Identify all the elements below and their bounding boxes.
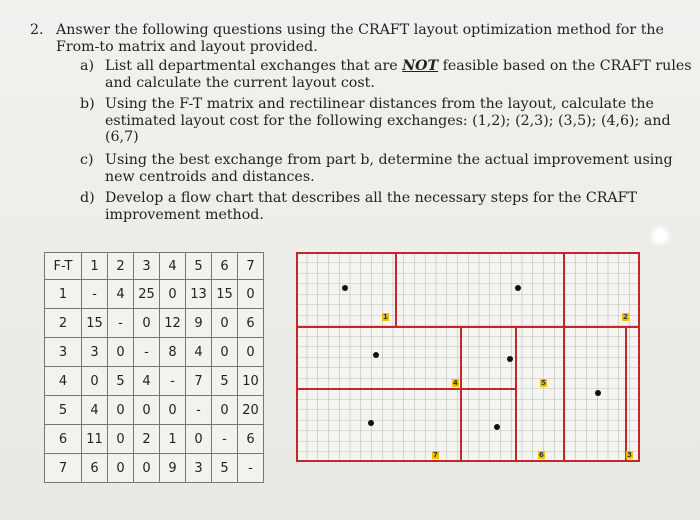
- matrix-cell: 6: [238, 309, 264, 338]
- centroid-dept-4: [373, 352, 379, 358]
- matrix-cell: 4: [134, 367, 160, 396]
- dept-tag-1: 1: [383, 313, 388, 321]
- matrix-cell: 11: [82, 425, 108, 454]
- centroid-dept-7: [368, 420, 374, 426]
- matrix-row-label: 6: [45, 425, 82, 454]
- matrix-cell: 0: [108, 425, 134, 454]
- part-c-label: c): [80, 152, 94, 168]
- matrix-row: [45, 454, 264, 483]
- matrix-cell: 0: [212, 338, 238, 367]
- matrix-cell: 20: [238, 396, 264, 425]
- part-b-line-2: estimated layout cost for the following exchanges: (1,2); (2,3); (3,5); (4,6); and: [105, 112, 671, 129]
- matrix-cell: 10: [238, 367, 264, 396]
- matrix-cell: 2: [134, 425, 160, 454]
- matrix-cell: -: [238, 454, 264, 483]
- part-a-text-cont: feasible based on the CRAFT rules: [438, 58, 692, 74]
- from-to-matrix: [44, 252, 264, 483]
- matrix-cell: 0: [160, 396, 186, 425]
- matrix-cell: 0: [186, 425, 212, 454]
- dept-tag-3: 3: [627, 451, 632, 459]
- question-number: 2.: [30, 22, 44, 38]
- matrix-cell: 0: [134, 454, 160, 483]
- matrix-cell: 0: [238, 280, 264, 309]
- matrix-col-header: 6: [212, 253, 238, 280]
- matrix-col-header: 2: [108, 253, 134, 280]
- matrix-col-header: 5: [186, 253, 212, 280]
- centroid-dept-6: [494, 424, 500, 430]
- part-d: [80, 190, 660, 223]
- matrix-cell: 0: [134, 396, 160, 425]
- matrix-cell: -: [108, 309, 134, 338]
- layout-grid-lines: [296, 252, 640, 462]
- centroid-dept-1: [342, 285, 348, 291]
- matrix-col-header: 1: [82, 253, 108, 280]
- matrix-row: [45, 338, 264, 367]
- part-b-line-1: Using the F-T matrix and rectilinear distances from the layout, calculate the: [105, 96, 654, 112]
- matrix-cell: 9: [160, 454, 186, 483]
- dept-tag-4: 4: [453, 379, 458, 387]
- matrix-cell: 5: [212, 454, 238, 483]
- layout-grid-svg: [296, 252, 640, 462]
- matrix-cell: 4: [108, 280, 134, 309]
- centroid-dept-5: [507, 356, 513, 362]
- part-a-label: a): [80, 58, 94, 74]
- matrix-cell: 0: [212, 309, 238, 338]
- part-a-line-2: and calculate the current layout cost.: [105, 74, 375, 91]
- matrix-cell: 12: [160, 309, 186, 338]
- matrix-cell: 0: [134, 309, 160, 338]
- question-2: [30, 22, 670, 56]
- part-d-label: d): [80, 190, 95, 206]
- matrix-cell: 3: [186, 454, 212, 483]
- matrix-cell: -: [134, 338, 160, 367]
- part-c-line-2: new centroids and distances.: [105, 168, 315, 185]
- matrix-cell: 15: [82, 309, 108, 338]
- dept-tag-2: 2: [623, 313, 628, 321]
- matrix-cell: 7: [186, 367, 212, 396]
- matrix-corner: F-T: [45, 253, 82, 280]
- light-glare: [648, 224, 672, 248]
- matrix-row-label: 4: [45, 367, 82, 396]
- matrix-row-label: 1: [45, 280, 82, 309]
- matrix-cell: -: [160, 367, 186, 396]
- matrix-cell: 0: [82, 367, 108, 396]
- matrix-col-header: 3: [134, 253, 160, 280]
- matrix-cell: -: [212, 425, 238, 454]
- matrix-row-label: 7: [45, 454, 82, 483]
- dept-tag-6: 6: [539, 451, 544, 459]
- matrix-row: [45, 280, 264, 309]
- matrix-cell: 4: [186, 338, 212, 367]
- department-layout-grid: [296, 252, 640, 462]
- centroid-dept-3: [595, 390, 601, 396]
- matrix-cell: 0: [212, 396, 238, 425]
- matrix-row: [45, 425, 264, 454]
- matrix-cell: 5: [212, 367, 238, 396]
- dept-tag-7: 7: [433, 451, 438, 459]
- matrix-cell: -: [186, 396, 212, 425]
- matrix-cell: 6: [238, 425, 264, 454]
- part-a: [80, 58, 692, 91]
- matrix-cell: 6: [82, 454, 108, 483]
- matrix-row-label: 2: [45, 309, 82, 338]
- centroid-dept-2: [515, 285, 521, 291]
- matrix-cell: 9: [186, 309, 212, 338]
- matrix-row-label: 5: [45, 396, 82, 425]
- matrix-cell: 0: [108, 338, 134, 367]
- matrix-cell: 1: [160, 425, 186, 454]
- matrix-row: [45, 396, 264, 425]
- matrix-cell: 0: [108, 454, 134, 483]
- part-d-line-1: Develop a flow chart that describes all the necessary steps for the CRAFT: [105, 190, 637, 206]
- matrix-cell: 25: [134, 280, 160, 309]
- part-b-line-3: (6,7): [105, 129, 139, 145]
- matrix-cell: 13: [186, 280, 212, 309]
- matrix-col-header: 7: [238, 253, 264, 280]
- part-b-label: b): [80, 96, 95, 112]
- part-a-text: List all departmental exchanges that are: [105, 58, 403, 74]
- matrix-cell: 5: [108, 367, 134, 396]
- matrix-row: [45, 367, 264, 396]
- part-c-line-1: Using the best exchange from part b, determine the actual improvement using: [105, 152, 673, 168]
- matrix-cell: 0: [160, 280, 186, 309]
- matrix-cell: 15: [212, 280, 238, 309]
- matrix-cell: -: [82, 280, 108, 309]
- matrix-header-row: [45, 253, 264, 280]
- part-c: [80, 152, 673, 185]
- part-a-emphasis: NOT: [402, 58, 439, 74]
- part-d-line-2: improvement method.: [105, 206, 264, 223]
- matrix-cell: 0: [238, 338, 264, 367]
- matrix-cell: 8: [160, 338, 186, 367]
- matrix-row: [45, 309, 264, 338]
- matrix-col-header: 4: [160, 253, 186, 280]
- matrix-row-label: 3: [45, 338, 82, 367]
- matrix-cell: 3: [82, 338, 108, 367]
- question-line-2: From-to matrix and layout provided.: [56, 39, 318, 55]
- part-b: [80, 96, 671, 146]
- dept-tag-5: 5: [541, 379, 546, 387]
- question-line-1: Answer the following questions using the CRAFT layout optimization method for the: [56, 22, 664, 38]
- matrix-cell: 4: [82, 396, 108, 425]
- matrix-cell: 0: [108, 396, 134, 425]
